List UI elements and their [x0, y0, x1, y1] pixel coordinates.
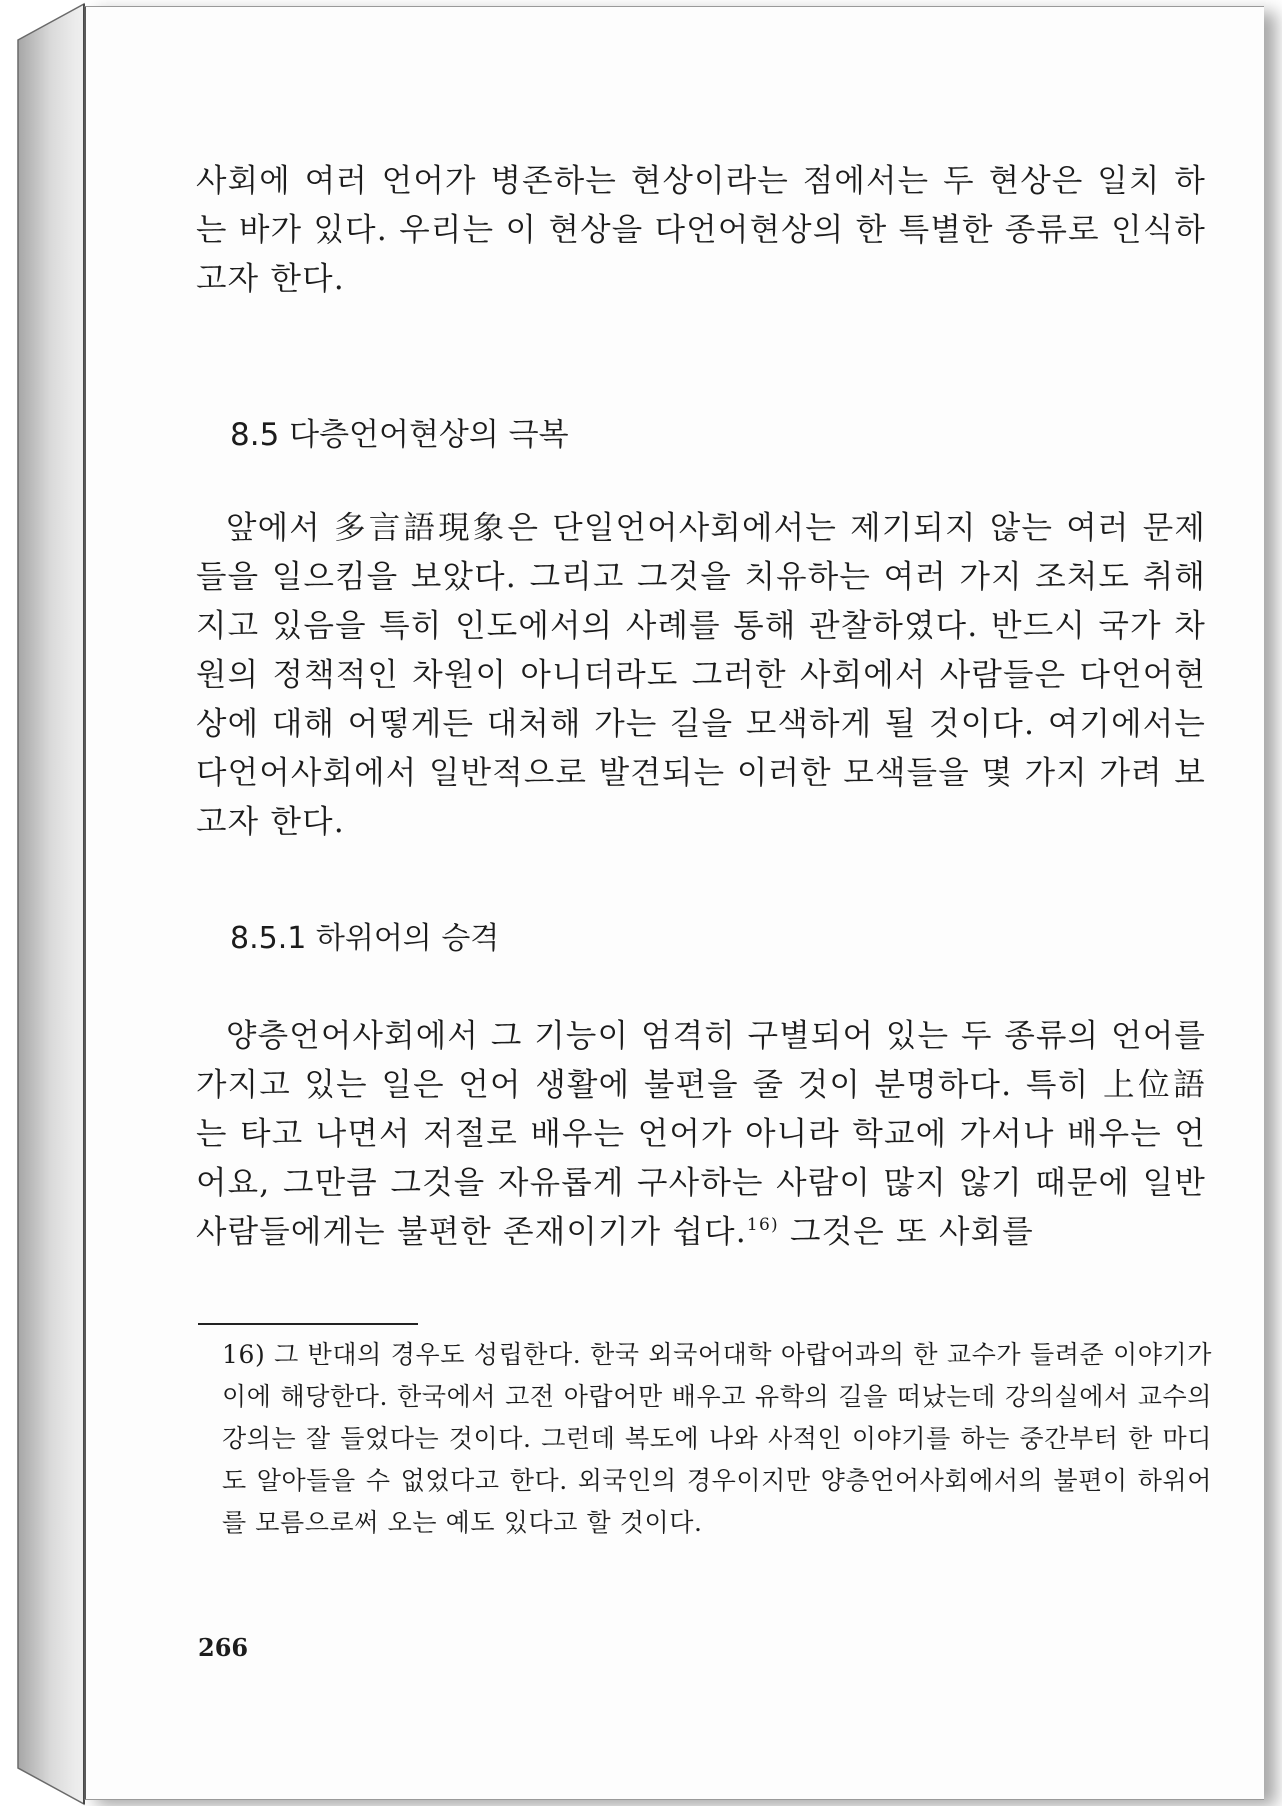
book-page	[84, 6, 1264, 1800]
page-number: 266	[198, 1633, 249, 1662]
paragraph-continuation: 사회에 여러 언어가 병존하는 현상이라는 점에서는 두 현상은 일치 하는 바가 있다. 우리는 이 현상을 다언어현상의 한 특별한 종류로 인식하고자 한다.	[196, 163, 1206, 297]
section-paragraph: 앞에서 多言語現象은 단일언어사회에서는 제기되지 않는 여러 문제들을 일으킴을 보았다. 그리고 그것을 치유하는 여러 가지 조처도 취해지고 있음을 특히 인도에서의 사례를 통해 관찰하였다. 반드시 국가 차원의 정책적인 차원이 아니더라도 그러한 사회에서 사람들은 다언어현상에 대해 어떻게든 대처해 가는 길을 모색하게 될 것이다. 여기에서는 다언어사회에서 일반적으로 발견되는 이러한 모색들을 몇 가지 가려 보고자 한다.	[196, 510, 1206, 840]
subsection-paragraph-tail: 그것은 또 사회를	[778, 1214, 1034, 1250]
subsection-paragraph-text: 양층언어사회에서 그 기능이 엄격히 구별되어 있는 두 종류의 언어를 가지고 있는 일은 언어 생활에 불편을 줄 것이 분명하다. 특히 上位語는 타고 나면서 저절로 배우는 언어가 아니라 학교에 가서나 배우는 언어요, 그만큼 그것을 자유롭게 구사하는 사람이 많지 않기 때문에 일반 사람들에게는 불편한 존재이기가 쉽다.	[196, 1018, 1206, 1250]
subsection-heading: 8.5.1 하위어의 승격	[230, 921, 500, 956]
footnote-reference: 16)	[746, 1215, 779, 1235]
footnote	[222, 1334, 1212, 1544]
footnote-divider	[198, 1323, 418, 1325]
page-content	[196, 157, 1206, 1250]
footnote-marker: 16)	[222, 1340, 266, 1369]
book-spine	[0, 0, 90, 1806]
section-heading: 8.5 다층언어현상의 극복	[230, 417, 569, 453]
footnote-text: 그 반대의 경우도 성립한다. 한국 외국어대학 아랍어과의 한 교수가 들려준 이야기가 이에 해당한다. 한국에서 고전 아랍어만 배우고 유학의 길을 떠났는데 강의실에서 교수의 강의는 잘 들었다는 것이다. 그런데 복도에 나와 사적인 이야기를 하는 중간부터 한 마디도 알아들을 수 없었다고 한다. 외국인의 경우이지만 양층언어사회에서의 불편이 하위어를 모름으로써 오는 예도 있다고 할 것이다.	[222, 1340, 1212, 1537]
subsection-paragraph	[196, 1012, 1206, 1257]
